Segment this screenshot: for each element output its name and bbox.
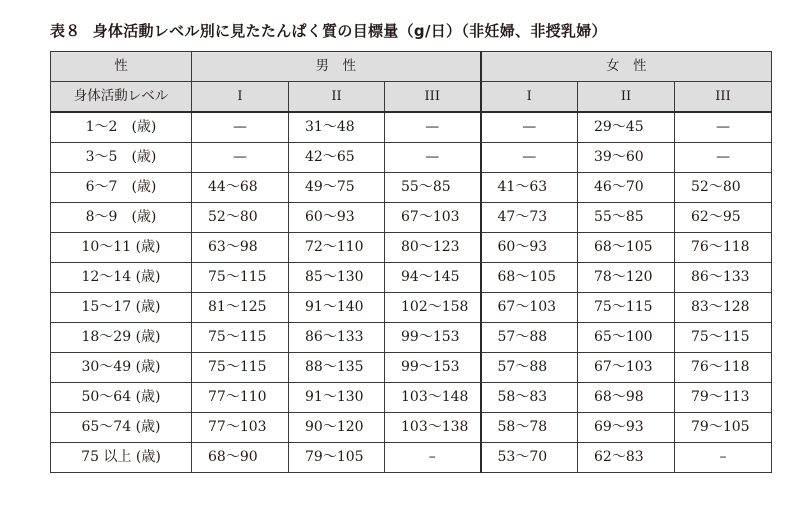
male-level-3-cell: 103～138 [385, 413, 481, 443]
male-level-3-cell: 67～103 [385, 203, 481, 233]
male-level-1-cell: 75～115 [192, 323, 289, 353]
male-level-1-cell: 63～98 [192, 233, 289, 263]
table-row [51, 383, 772, 413]
male-level-1-cell: 68～90 [192, 443, 289, 473]
header-female-level-3: III [675, 82, 772, 113]
female-level-1-cell: 58～83 [481, 383, 578, 413]
male-level-3-cell: 103～148 [385, 383, 481, 413]
female-level-2-cell: 69～93 [578, 413, 675, 443]
female-level-2-cell: 39～60 [578, 143, 675, 173]
age-cell: 15～17 (歳) [51, 293, 192, 323]
female-level-1-cell: 68～105 [481, 263, 578, 293]
header-male-level-3: III [385, 82, 481, 113]
female-level-3-cell: 52～80 [675, 173, 772, 203]
female-level-3-cell: — [675, 112, 772, 143]
male-level-3-cell: 94～145 [385, 263, 481, 293]
female-level-1-cell: 57～88 [481, 323, 578, 353]
male-level-3-cell: — [385, 112, 481, 143]
table-row [51, 112, 772, 143]
header-male: 男 性 [192, 52, 481, 82]
male-level-1-cell: 75～115 [192, 353, 289, 383]
male-level-2-cell: 72～110 [289, 233, 385, 263]
female-level-2-cell: 46～70 [578, 173, 675, 203]
table-title [50, 20, 607, 41]
table-caption: 身体活動レベル別に見たたんぱく質の目標量（g/日）（非妊婦、非授乳婦） [92, 22, 607, 40]
female-level-3-cell: – [675, 443, 772, 473]
table-row [51, 143, 772, 173]
male-level-1-cell: 77～110 [192, 383, 289, 413]
table-row [51, 443, 772, 473]
male-level-1-cell: 44～68 [192, 173, 289, 203]
male-level-1-cell: 81～125 [192, 293, 289, 323]
header-female-level-2: II [578, 82, 675, 113]
table-row [51, 353, 772, 383]
header-row-sex [51, 52, 772, 82]
female-level-2-cell: 67～103 [578, 353, 675, 383]
male-level-3-cell: 102～158 [385, 293, 481, 323]
age-cell: 18～29 (歳) [51, 323, 192, 353]
header-activity-level: 身体活動レベル [51, 82, 192, 113]
male-level-2-cell: 60～93 [289, 203, 385, 233]
female-level-3-cell: 76～118 [675, 233, 772, 263]
female-level-2-cell: 68～98 [578, 383, 675, 413]
age-cell: 50～64 (歳) [51, 383, 192, 413]
male-level-3-cell: 99～153 [385, 353, 481, 383]
female-level-2-cell: 65～100 [578, 323, 675, 353]
male-level-2-cell: 31～48 [289, 112, 385, 143]
table-body [51, 112, 772, 473]
header-sex: 性 [51, 52, 192, 82]
male-level-3-cell: — [385, 143, 481, 173]
table-row [51, 293, 772, 323]
female-level-1-cell: 58～78 [481, 413, 578, 443]
table-row [51, 263, 772, 293]
male-level-1-cell: 77～103 [192, 413, 289, 443]
male-level-1-cell: 52～80 [192, 203, 289, 233]
male-level-2-cell: 86～133 [289, 323, 385, 353]
table-row [51, 173, 772, 203]
age-cell: 65～74 (歳) [51, 413, 192, 443]
age-cell: 6～7 (歳) [51, 173, 192, 203]
female-level-3-cell: 79～113 [675, 383, 772, 413]
male-level-2-cell: 91～130 [289, 383, 385, 413]
male-level-2-cell: 91～140 [289, 293, 385, 323]
male-level-2-cell: 85～130 [289, 263, 385, 293]
female-level-3-cell: 62～95 [675, 203, 772, 233]
female-level-2-cell: 68～105 [578, 233, 675, 263]
table-row [51, 413, 772, 443]
age-cell: 75 以上 (歳) [51, 443, 192, 473]
female-level-3-cell: 76～118 [675, 353, 772, 383]
age-cell: 8～9 (歳) [51, 203, 192, 233]
male-level-3-cell: 80～123 [385, 233, 481, 263]
protein-target-table [50, 51, 772, 473]
table-row [51, 323, 772, 353]
female-level-1-cell: 53～70 [481, 443, 578, 473]
male-level-3-cell: – [385, 443, 481, 473]
age-cell: 1～2 (歳) [51, 112, 192, 143]
female-level-1-cell: 41～63 [481, 173, 578, 203]
female-level-1-cell: — [481, 112, 578, 143]
male-level-3-cell: 99～153 [385, 323, 481, 353]
table-row [51, 203, 772, 233]
header-male-level-2: II [289, 82, 385, 113]
female-level-1-cell: 67～103 [481, 293, 578, 323]
female-level-1-cell: 57～88 [481, 353, 578, 383]
female-level-2-cell: 62～83 [578, 443, 675, 473]
male-level-1-cell: 75～115 [192, 263, 289, 293]
header-female: 女 性 [481, 52, 772, 82]
age-cell: 12～14 (歳) [51, 263, 192, 293]
female-level-3-cell: 75～115 [675, 323, 772, 353]
female-level-3-cell: 79～105 [675, 413, 772, 443]
header-row-activity [51, 82, 772, 113]
female-level-3-cell: 86～133 [675, 263, 772, 293]
male-level-2-cell: 79～105 [289, 443, 385, 473]
male-level-2-cell: 49～75 [289, 173, 385, 203]
female-level-3-cell: 83～128 [675, 293, 772, 323]
female-level-2-cell: 55～85 [578, 203, 675, 233]
female-level-2-cell: 78～120 [578, 263, 675, 293]
female-level-2-cell: 75～115 [578, 293, 675, 323]
male-level-2-cell: 90～120 [289, 413, 385, 443]
female-level-1-cell: — [481, 143, 578, 173]
male-level-1-cell: — [192, 112, 289, 143]
male-level-2-cell: 42～65 [289, 143, 385, 173]
female-level-3-cell: — [675, 143, 772, 173]
female-level-1-cell: 47～73 [481, 203, 578, 233]
age-cell: 10～11 (歳) [51, 233, 192, 263]
age-cell: 3～5 (歳) [51, 143, 192, 173]
male-level-1-cell: — [192, 143, 289, 173]
male-level-2-cell: 88～135 [289, 353, 385, 383]
header-female-level-1: I [481, 82, 578, 113]
female-level-2-cell: 29～45 [578, 112, 675, 143]
female-level-1-cell: 60～93 [481, 233, 578, 263]
table-row [51, 233, 772, 263]
table-number: 表８ [50, 22, 81, 40]
male-level-3-cell: 55～85 [385, 173, 481, 203]
age-cell: 30～49 (歳) [51, 353, 192, 383]
header-male-level-1: I [192, 82, 289, 113]
